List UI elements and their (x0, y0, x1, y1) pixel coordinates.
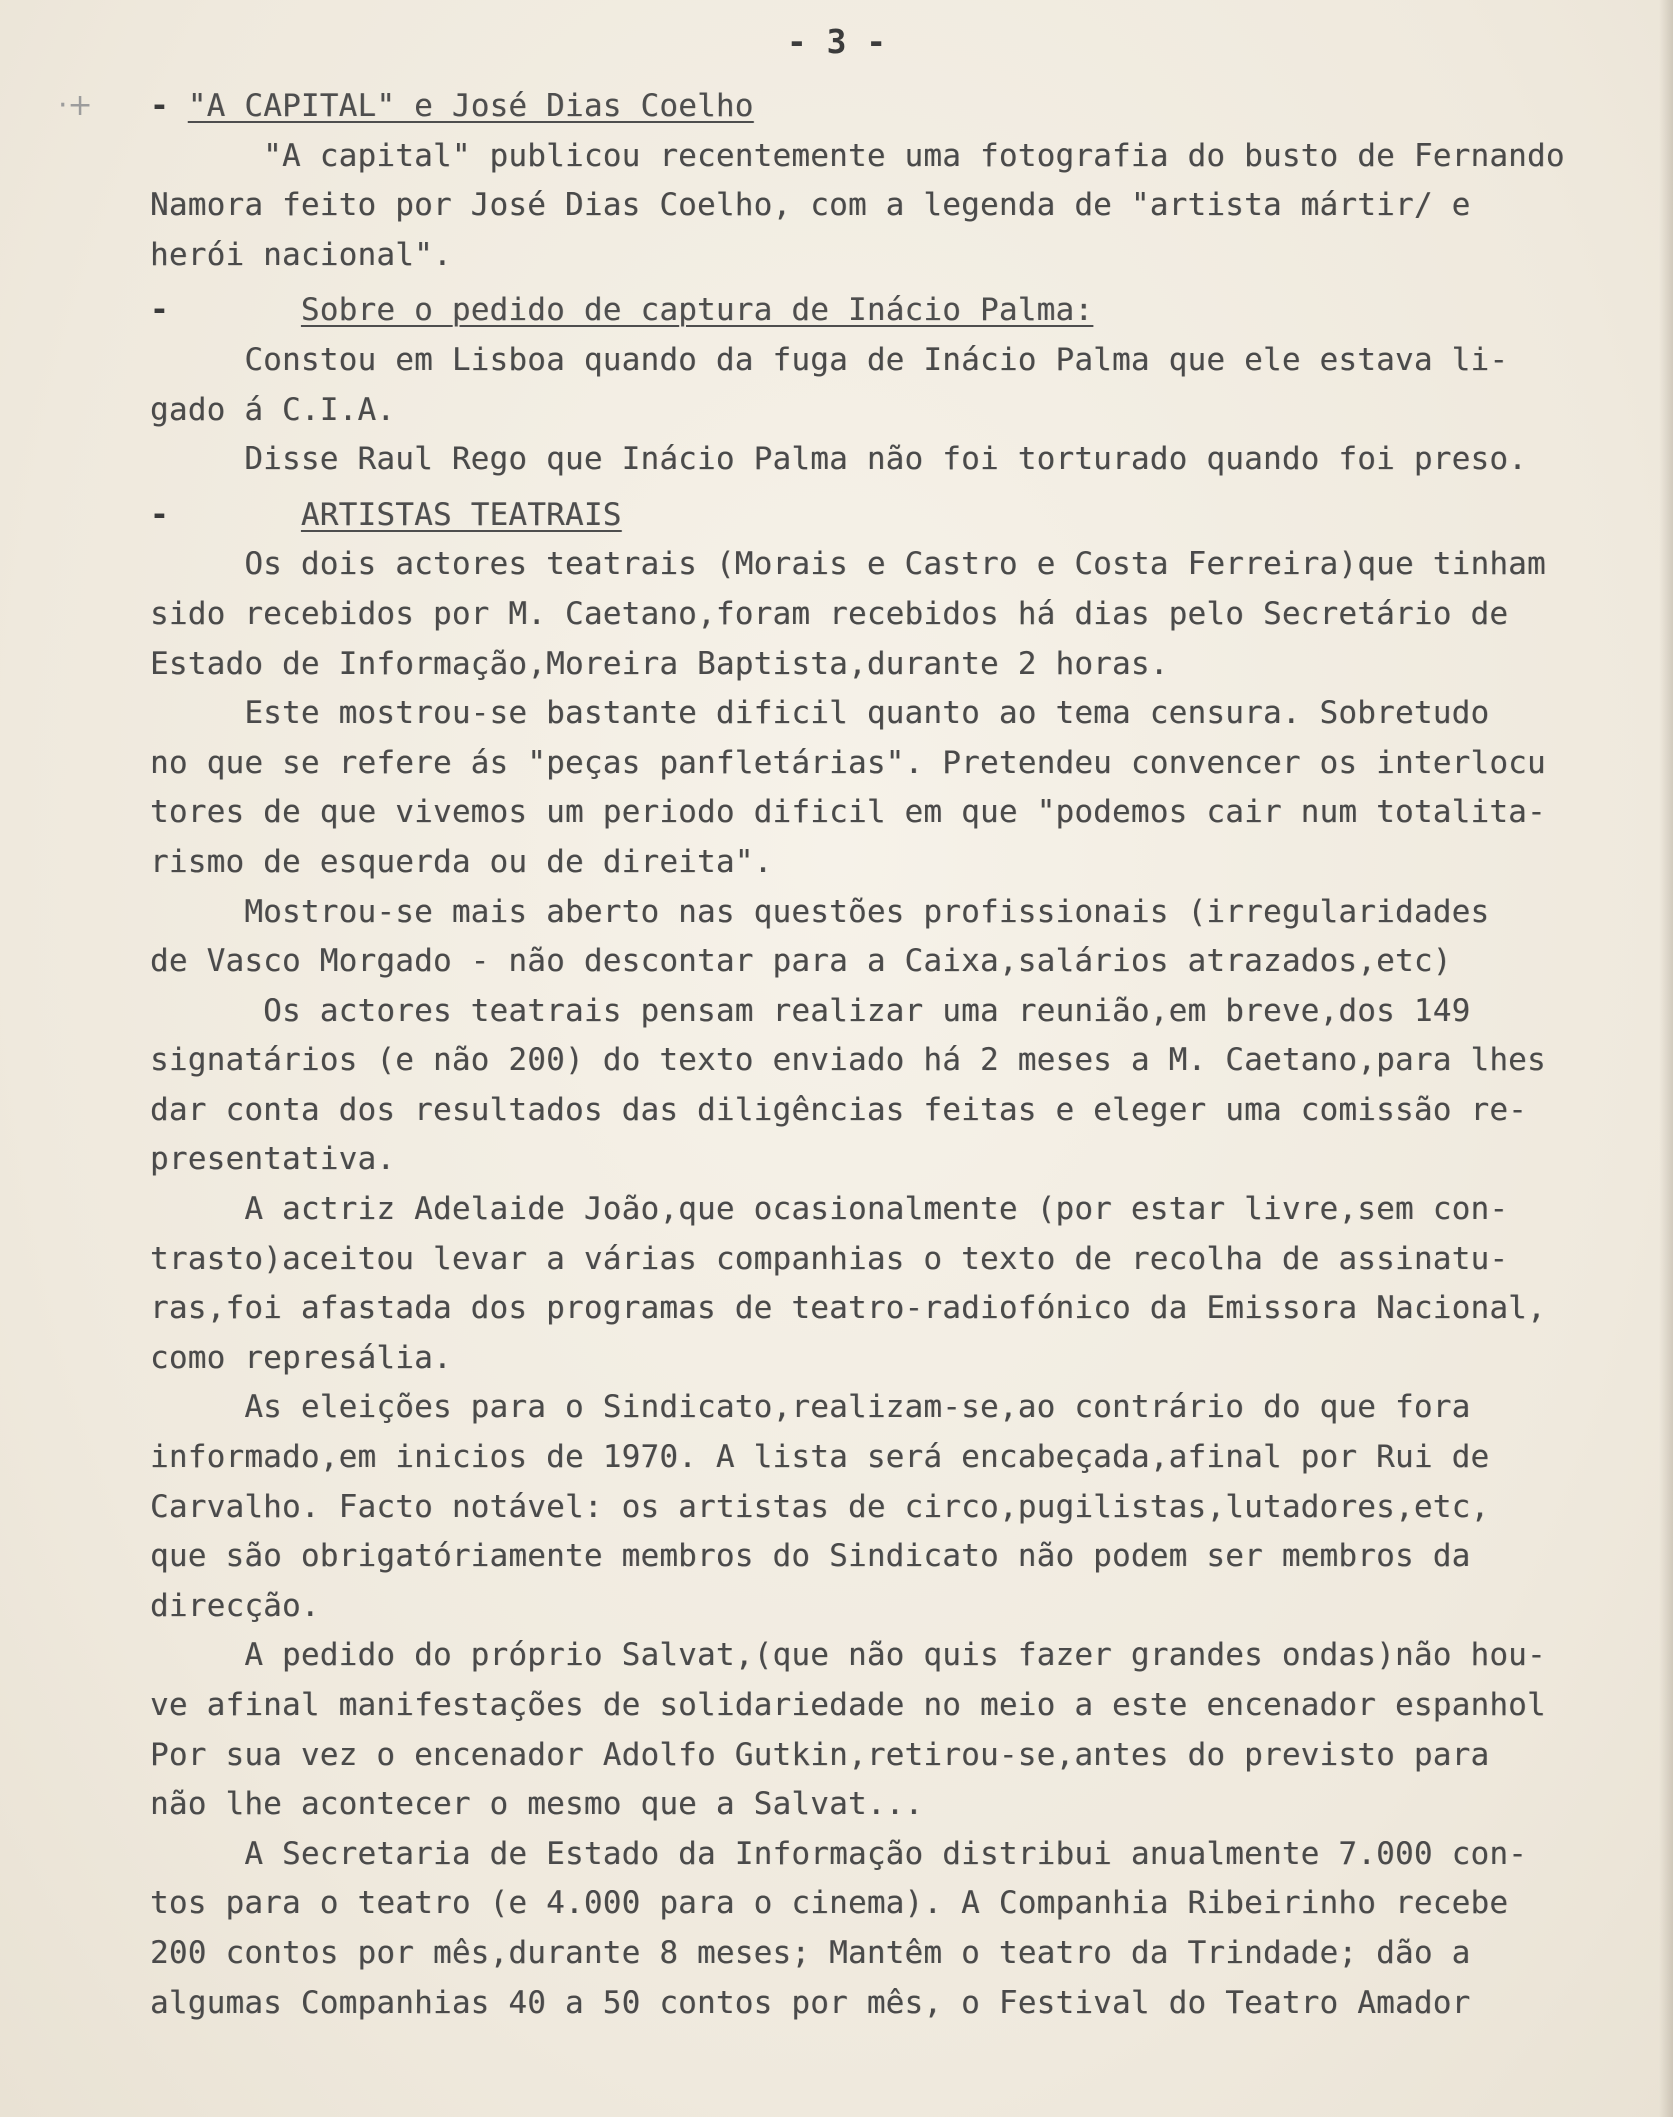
text-line: Constou em Lisboa quando da fuga de Inácio Palma que ele estava li- (150, 341, 1509, 378)
document-body (150, 82, 1650, 2028)
text-line: As eleições para o Sindicato,realizam-se,ao contrário do que fora (150, 1389, 1471, 1426)
text-line: Carvalho. Facto notável: os artistas de circo,pugilistas,lutadores,etc, (150, 1488, 1490, 1525)
text-line: Por sua vez o encenador Adolfo Gutkin,retirou-se,antes do previsto para (150, 1736, 1490, 1773)
text-line: herói nacional". (150, 236, 452, 273)
text-line: "A capital" publicou recentemente uma fotografia do busto de Fernando (150, 137, 1565, 174)
text-line: A actriz Adelaide João,que ocasionalmente (por estar livre,sem con- (150, 1191, 1509, 1228)
text-line: no que se refere ás "peças panfletárias". Pretendeu convencer os interlocu (150, 744, 1546, 781)
text-line: A Secretaria de Estado da Informação distribui anualmente 7.000 con- (150, 1835, 1528, 1872)
section-heading: ARTISTAS TEATRAIS (300, 496, 622, 533)
text-line: signatários (e não 200) do texto enviado há 2 meses a M. Caetano,para lhes (150, 1042, 1546, 1079)
text-line: dar conta dos resultados das diligências feitas e eleger uma comissão re- (150, 1091, 1528, 1128)
text-line: presentativa. (150, 1141, 396, 1178)
text-line: direcção. (150, 1587, 320, 1624)
text-line: informado,em inicios de 1970. A lista será encabeçada,afinal por Rui de (150, 1439, 1490, 1476)
text-line: Estado de Informação,Moreira Baptista,durante 2 horas. (150, 645, 1169, 682)
text-line: tores de que vivemos um periodo dificil em que "podemos cair num totalita- (150, 794, 1546, 831)
text-line: rismo de esquerda ou de direita". (150, 843, 773, 880)
margin-mark: ·+ (58, 88, 93, 123)
text-line: gado á C.I.A. (150, 391, 396, 428)
section-heading: "A CAPITAL" e José Dias Coelho (187, 88, 754, 124)
section-dash: - (150, 88, 169, 124)
section-heading-line (150, 82, 1650, 132)
text-line: Os actores teatrais pensam realizar uma reunião,em breve,dos 149 (150, 992, 1471, 1029)
page-number: - 3 - (786, 22, 887, 61)
page-edge-shadow (1659, 0, 1673, 2117)
section-heading: Sobre o pedido de captura de Inácio Palma: (300, 292, 1094, 329)
section-dash: - (150, 496, 169, 533)
text-line: que são obrigatóriamente membros do Sindicato não podem ser membros da (150, 1538, 1471, 1575)
section-dash: - (150, 292, 169, 329)
text-line: tos para o teatro (e 4.000 para o cinema). A Companhia Ribeirinho recebe (150, 1885, 1509, 1922)
text-line: Os dois actores teatrais (Morais e Castro e Costa Ferreira)que tinham (150, 546, 1546, 583)
text-line: sido recebidos por M. Caetano,foram recebidos há dias pelo Secretário de (150, 595, 1509, 632)
text-line: algumas Companhias 40 a 50 contos por mês, o Festival do Teatro Amador (150, 1984, 1471, 2021)
text-line: 200 contos por mês,durante 8 meses; Mantêm o teatro da Trindade; dão a (150, 1934, 1471, 1971)
text-line: Este mostrou-se bastante dificil quanto ao tema censura. Sobretudo (150, 695, 1490, 732)
text-line: trasto)aceitou levar a várias companhias o texto de recolha de assinatu- (150, 1240, 1509, 1277)
text-line: Namora feito por José Dias Coelho, com a legenda de "artista mártir/ e (150, 187, 1471, 224)
text-line: ras,foi afastada dos programas de teatro-radiofónico da Emissora Nacional, (150, 1290, 1546, 1327)
text-line: ve afinal manifestações de solidariedade no meio a este encenador espanhol (150, 1687, 1546, 1723)
text-line: de Vasco Morgado - não descontar para a Caixa,salários atrazados,etc) (150, 943, 1452, 980)
text-line: Disse Raul Rego que Inácio Palma não foi torturado quando foi preso. (150, 441, 1528, 478)
text-line: A pedido do próprio Salvat,(que não quis fazer grandes ondas)não hou- (150, 1637, 1546, 1674)
section-heading-line (150, 286, 1650, 336)
section-heading-line (150, 491, 1650, 541)
text-line: Mostrou-se mais aberto nas questões profissionais (irregularidades (150, 893, 1490, 930)
text-line: como represália. (150, 1339, 452, 1376)
text-line: não lhe acontecer o mesmo que a Salvat... (150, 1786, 924, 1823)
